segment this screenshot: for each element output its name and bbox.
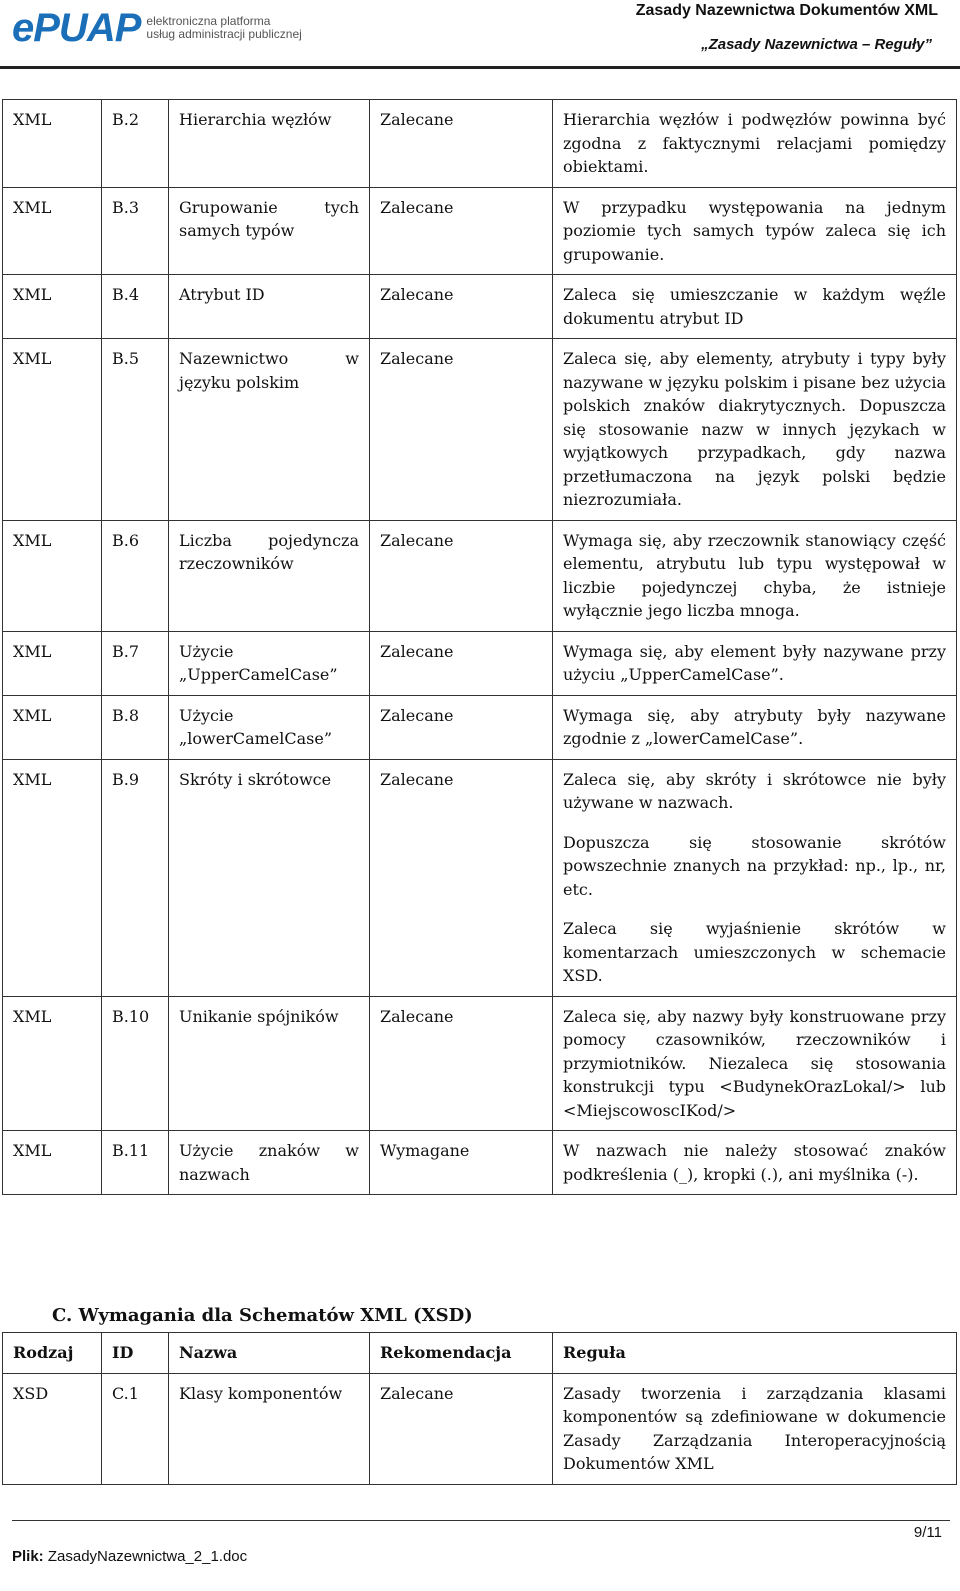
file-name: ZasadyNazewnictwa_2_1.doc xyxy=(47,1548,248,1565)
cell-regula: W przypadku występowania na jednym poziomie tych samych typów zaleca się ich grupowanie. xyxy=(553,187,957,275)
logo-tagline xyxy=(146,15,301,41)
cell-id: B.2 xyxy=(102,100,169,188)
table-row-b9-cont xyxy=(3,909,957,996)
cell-nazwa: Liczba pojedyncza rzeczowników xyxy=(169,520,370,631)
table-row xyxy=(3,275,957,339)
cell-rekomendacja: Zalecane xyxy=(370,759,553,823)
cell-regula: Wymaga się, aby rzeczownik stanowiący część elementu, atrybutu lub typu występował w liczbie pojedynczej chyba, że istnieje wyłącznie jego liczba mnoga. xyxy=(553,520,957,631)
cell-regula: Zaleca się wyjaśnienie skrótów w komentarzach umieszczonych w schemacie XSD. xyxy=(553,909,957,996)
cell-id: B.9 xyxy=(102,759,169,823)
cell-rodzaj: XML xyxy=(3,339,102,521)
table-row xyxy=(3,187,957,275)
footer-file xyxy=(12,1548,247,1565)
cell-nazwa: Nazewnictwo w języku polskim xyxy=(169,339,370,521)
cell-nazwa: Użycie „UpperCamelCase” xyxy=(169,631,370,695)
cell-rodzaj: XML xyxy=(3,1131,102,1195)
table-row-b9-cont xyxy=(3,823,957,910)
table-header-row xyxy=(3,1333,957,1374)
empty-cell xyxy=(3,909,102,996)
rules-table-b-body xyxy=(3,100,957,1195)
cell-rekomendacja: Zalecane xyxy=(370,996,553,1131)
header-nazwa: Nazwa xyxy=(169,1333,370,1374)
header-rodzaj: Rodzaj xyxy=(3,1333,102,1374)
section-c-title: C. Wymagania dla Schematów XML (XSD) xyxy=(52,1305,473,1326)
cell-regula: Wymaga się, aby element były nazywane przy użyciu „UpperCamelCase”. xyxy=(553,631,957,695)
table-row xyxy=(3,1131,957,1195)
cell-rekomendacja: Zalecane xyxy=(370,1373,553,1484)
header-id: ID xyxy=(102,1333,169,1374)
empty-cell xyxy=(169,909,370,996)
cell-rekomendacja: Zalecane xyxy=(370,275,553,339)
cell-rodzaj: XSD xyxy=(3,1373,102,1484)
document-title: Zasady Nazewnictwa Dokumentów XML xyxy=(635,2,938,19)
cell-regula: Zaleca się umieszczanie w każdym węźle dokumentu atrybut ID xyxy=(553,275,957,339)
cell-rekomendacja: Zalecane xyxy=(370,520,553,631)
cell-nazwa: Atrybut ID xyxy=(169,275,370,339)
cell-regula: Zaleca się, aby nazwy były konstruowane przy pomocy czasowników, rzeczowników i przymiotników. Niezaleca się stosowania konstrukcji typu <BudynekOrazLokal/> lub <MiejscowoscIKod/> xyxy=(553,996,957,1131)
cell-rodzaj: XML xyxy=(3,187,102,275)
empty-cell xyxy=(370,823,553,910)
cell-id: B.8 xyxy=(102,695,169,759)
cell-nazwa: Hierarchia węzłów xyxy=(169,100,370,188)
document-subtitle: „Zasady Nazewnictwa – Reguły” xyxy=(701,36,932,53)
cell-id: B.7 xyxy=(102,631,169,695)
page-header xyxy=(0,0,960,70)
table-row xyxy=(3,631,957,695)
logo-tagline-line1: elektroniczna platforma xyxy=(146,14,271,28)
cell-rodzaj: XML xyxy=(3,275,102,339)
cell-id: B.11 xyxy=(102,1131,169,1195)
cell-id: B.4 xyxy=(102,275,169,339)
cell-rekomendacja: Zalecane xyxy=(370,187,553,275)
table-row xyxy=(3,1373,957,1484)
cell-regula: Wymaga się, aby atrybuty były nazywane zgodnie z „lowerCamelCase”. xyxy=(553,695,957,759)
cell-regula: Zaleca się, aby elementy, atrybuty i typy były nazywane w języku polskim i pisane bez użycia polskich znaków diakrytycznych. Dopuszcza się stosowanie nazw w innych językach w wyjątkowych przypadkach, gdy nazwa przetłumaczona na język polski będzie niezrozumiała. xyxy=(553,339,957,521)
cell-rodzaj: XML xyxy=(3,759,102,823)
file-label: Plik: xyxy=(12,1548,44,1565)
cell-id: B.6 xyxy=(102,520,169,631)
cell-regula: W nazwach nie należy stosować znaków podkreślenia (_), kropki (.), ani myślnika (-). xyxy=(553,1131,957,1195)
cell-rodzaj: XML xyxy=(3,631,102,695)
table-row xyxy=(3,339,957,521)
rules-table-b xyxy=(2,99,957,1195)
table-row xyxy=(3,695,957,759)
rules-table-c xyxy=(2,1332,957,1485)
header-rekomendacja: Rekomendacja xyxy=(370,1333,553,1374)
logo-mark: ePUAP xyxy=(12,6,141,50)
cell-id: C.1 xyxy=(102,1373,169,1484)
cell-nazwa: Klasy komponentów xyxy=(169,1373,370,1484)
cell-rodzaj: XML xyxy=(3,996,102,1131)
cell-id: B.5 xyxy=(102,339,169,521)
cell-nazwa: Grupowanie tych samych typów xyxy=(169,187,370,275)
cell-id: B.3 xyxy=(102,187,169,275)
header-rule xyxy=(0,66,960,69)
cell-nazwa: Użycie „lowerCamelCase” xyxy=(169,695,370,759)
empty-cell xyxy=(3,823,102,910)
cell-rodzaj: XML xyxy=(3,695,102,759)
cell-rodzaj: XML xyxy=(3,100,102,188)
cell-nazwa: Użycie znaków w nazwach xyxy=(169,1131,370,1195)
cell-rekomendacja: Zalecane xyxy=(370,339,553,521)
logo-tagline-line2: usług administracji publicznej xyxy=(146,27,302,41)
cell-rekomendacja: Zalecane xyxy=(370,631,553,695)
cell-regula: Dopuszcza się stosowanie skrótów powszechnie znanych na przykład: np., lp., nr, etc. xyxy=(553,823,957,910)
page-number: 9/11 xyxy=(913,1524,942,1541)
table-row-b9 xyxy=(3,759,957,823)
cell-rekomendacja: Wymagane xyxy=(370,1131,553,1195)
cell-id: B.10 xyxy=(102,996,169,1131)
table-row xyxy=(3,100,957,188)
cell-rekomendacja: Zalecane xyxy=(370,100,553,188)
header-regula: Reguła xyxy=(553,1333,957,1374)
empty-cell xyxy=(102,909,169,996)
epuap-logo xyxy=(12,8,302,48)
cell-rodzaj: XML xyxy=(3,520,102,631)
table-row xyxy=(3,996,957,1131)
cell-nazwa: Skróty i skrótowce xyxy=(169,759,370,823)
cell-nazwa: Unikanie spójników xyxy=(169,996,370,1131)
empty-cell xyxy=(102,823,169,910)
empty-cell xyxy=(370,909,553,996)
table-row xyxy=(3,520,957,631)
cell-regula: Zasady tworzenia i zarządzania klasami komponentów są zdefiniowane w dokumencie Zasady Zarządzania Interoperacyjnością Dokumentów XML xyxy=(553,1373,957,1484)
cell-regula: Hierarchia węzłów i podwęzłów powinna być zgodna z faktycznymi relacjami pomiędzy obiektami. xyxy=(553,100,957,188)
cell-regula: Zaleca się, aby skróty i skrótowce nie były używane w nazwach. xyxy=(553,759,957,823)
empty-cell xyxy=(169,823,370,910)
footer-rule xyxy=(12,1520,950,1521)
cell-rekomendacja: Zalecane xyxy=(370,695,553,759)
